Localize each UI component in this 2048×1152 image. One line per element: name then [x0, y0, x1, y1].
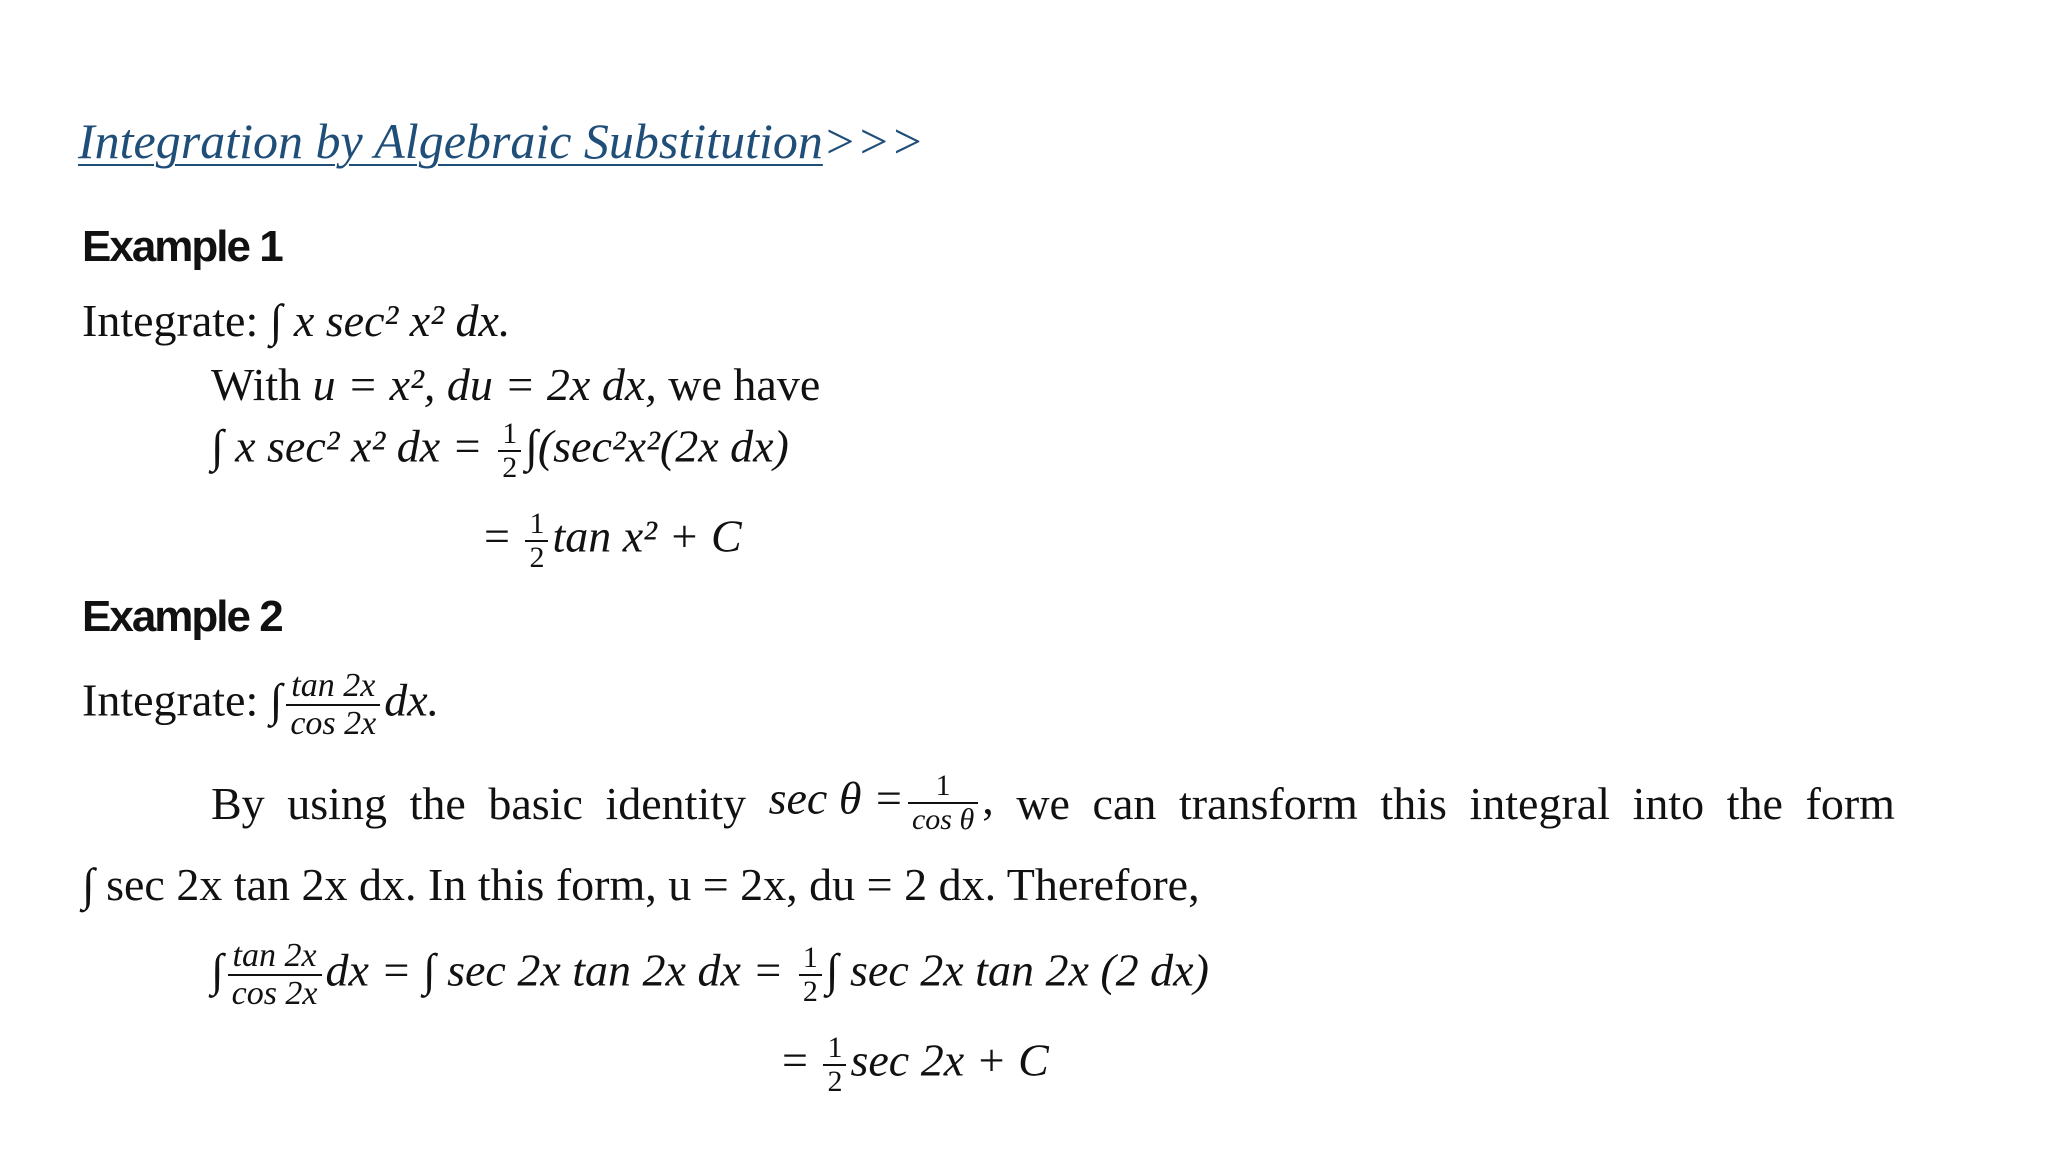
title-link[interactable]: Integration by Algebraic Substitution: [78, 113, 823, 169]
example2-prompt: [82, 668, 439, 742]
example2-prompt-tail: dx.: [384, 674, 440, 726]
example1-equation-line2: [484, 508, 742, 574]
example1-line2-eq: =: [484, 510, 510, 562]
example1-line1-lhs: ∫ x sec² x² dx =: [211, 420, 483, 472]
example2-solution-line2: [782, 1032, 1049, 1098]
example1-line1-rhs: ∫(sec²x²(2x dx): [525, 420, 789, 472]
identity-lhs: sec θ =: [768, 772, 904, 824]
example1-substitution: u = x², du = 2x dx,: [312, 359, 657, 410]
example1-with-line: [211, 359, 821, 410]
fraction-denominator: 2: [502, 451, 518, 484]
example1-half-fraction: [498, 418, 521, 484]
example2-solution-fraction: [228, 938, 322, 1012]
identity-word: identity: [605, 777, 747, 829]
identity-word: integral: [1469, 777, 1610, 829]
identity-formula: [769, 770, 994, 836]
example2-identity-line: [211, 770, 1895, 836]
identity-word: By: [211, 777, 265, 829]
fraction-denominator: cos θ: [911, 803, 975, 836]
identity-fraction: [908, 770, 978, 836]
example1-we-have: we have: [668, 359, 821, 410]
example1-integrand: ∫ x sec² x² dx.: [269, 295, 511, 346]
example1-equation-line1: [211, 418, 789, 484]
fraction-numerator: tan 2x: [232, 937, 317, 974]
integral-sign: ∫: [269, 674, 283, 726]
fraction-numerator: 1: [502, 417, 518, 450]
identity-word: into: [1632, 777, 1705, 829]
page-title: [78, 112, 924, 170]
example2-solution-tail1: dx = ∫ sec 2x tan 2x dx =: [325, 944, 784, 996]
example2-solution-line1: [211, 938, 1209, 1012]
identity-word: form: [1805, 777, 1895, 829]
fraction-denominator: cos 2x: [231, 975, 318, 1012]
fraction-denominator: 2: [802, 975, 818, 1008]
example2-solution-tail2: ∫ sec 2x tan 2x (2 dx): [825, 944, 1209, 996]
fraction-numerator: tan 2x: [291, 667, 376, 704]
identity-word: can: [1092, 777, 1157, 829]
identity-comma: ,: [982, 772, 994, 824]
fraction-denominator: 2: [529, 541, 545, 574]
example2-final-fraction: [823, 1032, 846, 1098]
identity-word: transform: [1178, 777, 1358, 829]
fraction-numerator: 1: [827, 1031, 843, 1064]
example2-half-fraction: [799, 942, 822, 1008]
example2-final-rhs: sec 2x + C: [850, 1034, 1049, 1086]
integral-sign: ∫: [211, 944, 224, 996]
identity-word: basic: [488, 777, 583, 829]
example1-line2-rhs: tan x² + C: [552, 510, 742, 562]
identity-word: this: [1380, 777, 1447, 829]
fraction-numerator: 1: [802, 941, 818, 974]
title-suffix: >>>: [822, 113, 925, 169]
identity-word: using: [287, 777, 387, 829]
fraction-denominator: 2: [827, 1065, 843, 1098]
fraction-numerator: 1: [935, 769, 951, 802]
example2-form-line: ∫ sec 2x tan 2x dx. In this form, u = 2x, du = 2 dx. Therefore,: [82, 859, 1200, 910]
example1-heading: Example 1: [82, 222, 282, 271]
example1-with-text: With: [211, 359, 302, 410]
identity-word: the: [409, 777, 466, 829]
example2-heading: Example 2: [82, 592, 282, 641]
example1-line2-fraction: [525, 508, 548, 574]
fraction-denominator: cos 2x: [290, 705, 377, 742]
identity-word: the: [1726, 777, 1783, 829]
example1-prompt: [82, 295, 511, 346]
identity-word: we: [1016, 777, 1070, 829]
example2-prompt-label: Integrate:: [82, 674, 259, 726]
example1-prompt-label: Integrate:: [82, 295, 259, 346]
example2-prompt-fraction: [286, 668, 380, 742]
fraction-numerator: 1: [529, 507, 545, 540]
example2-final-eq: =: [782, 1034, 808, 1086]
